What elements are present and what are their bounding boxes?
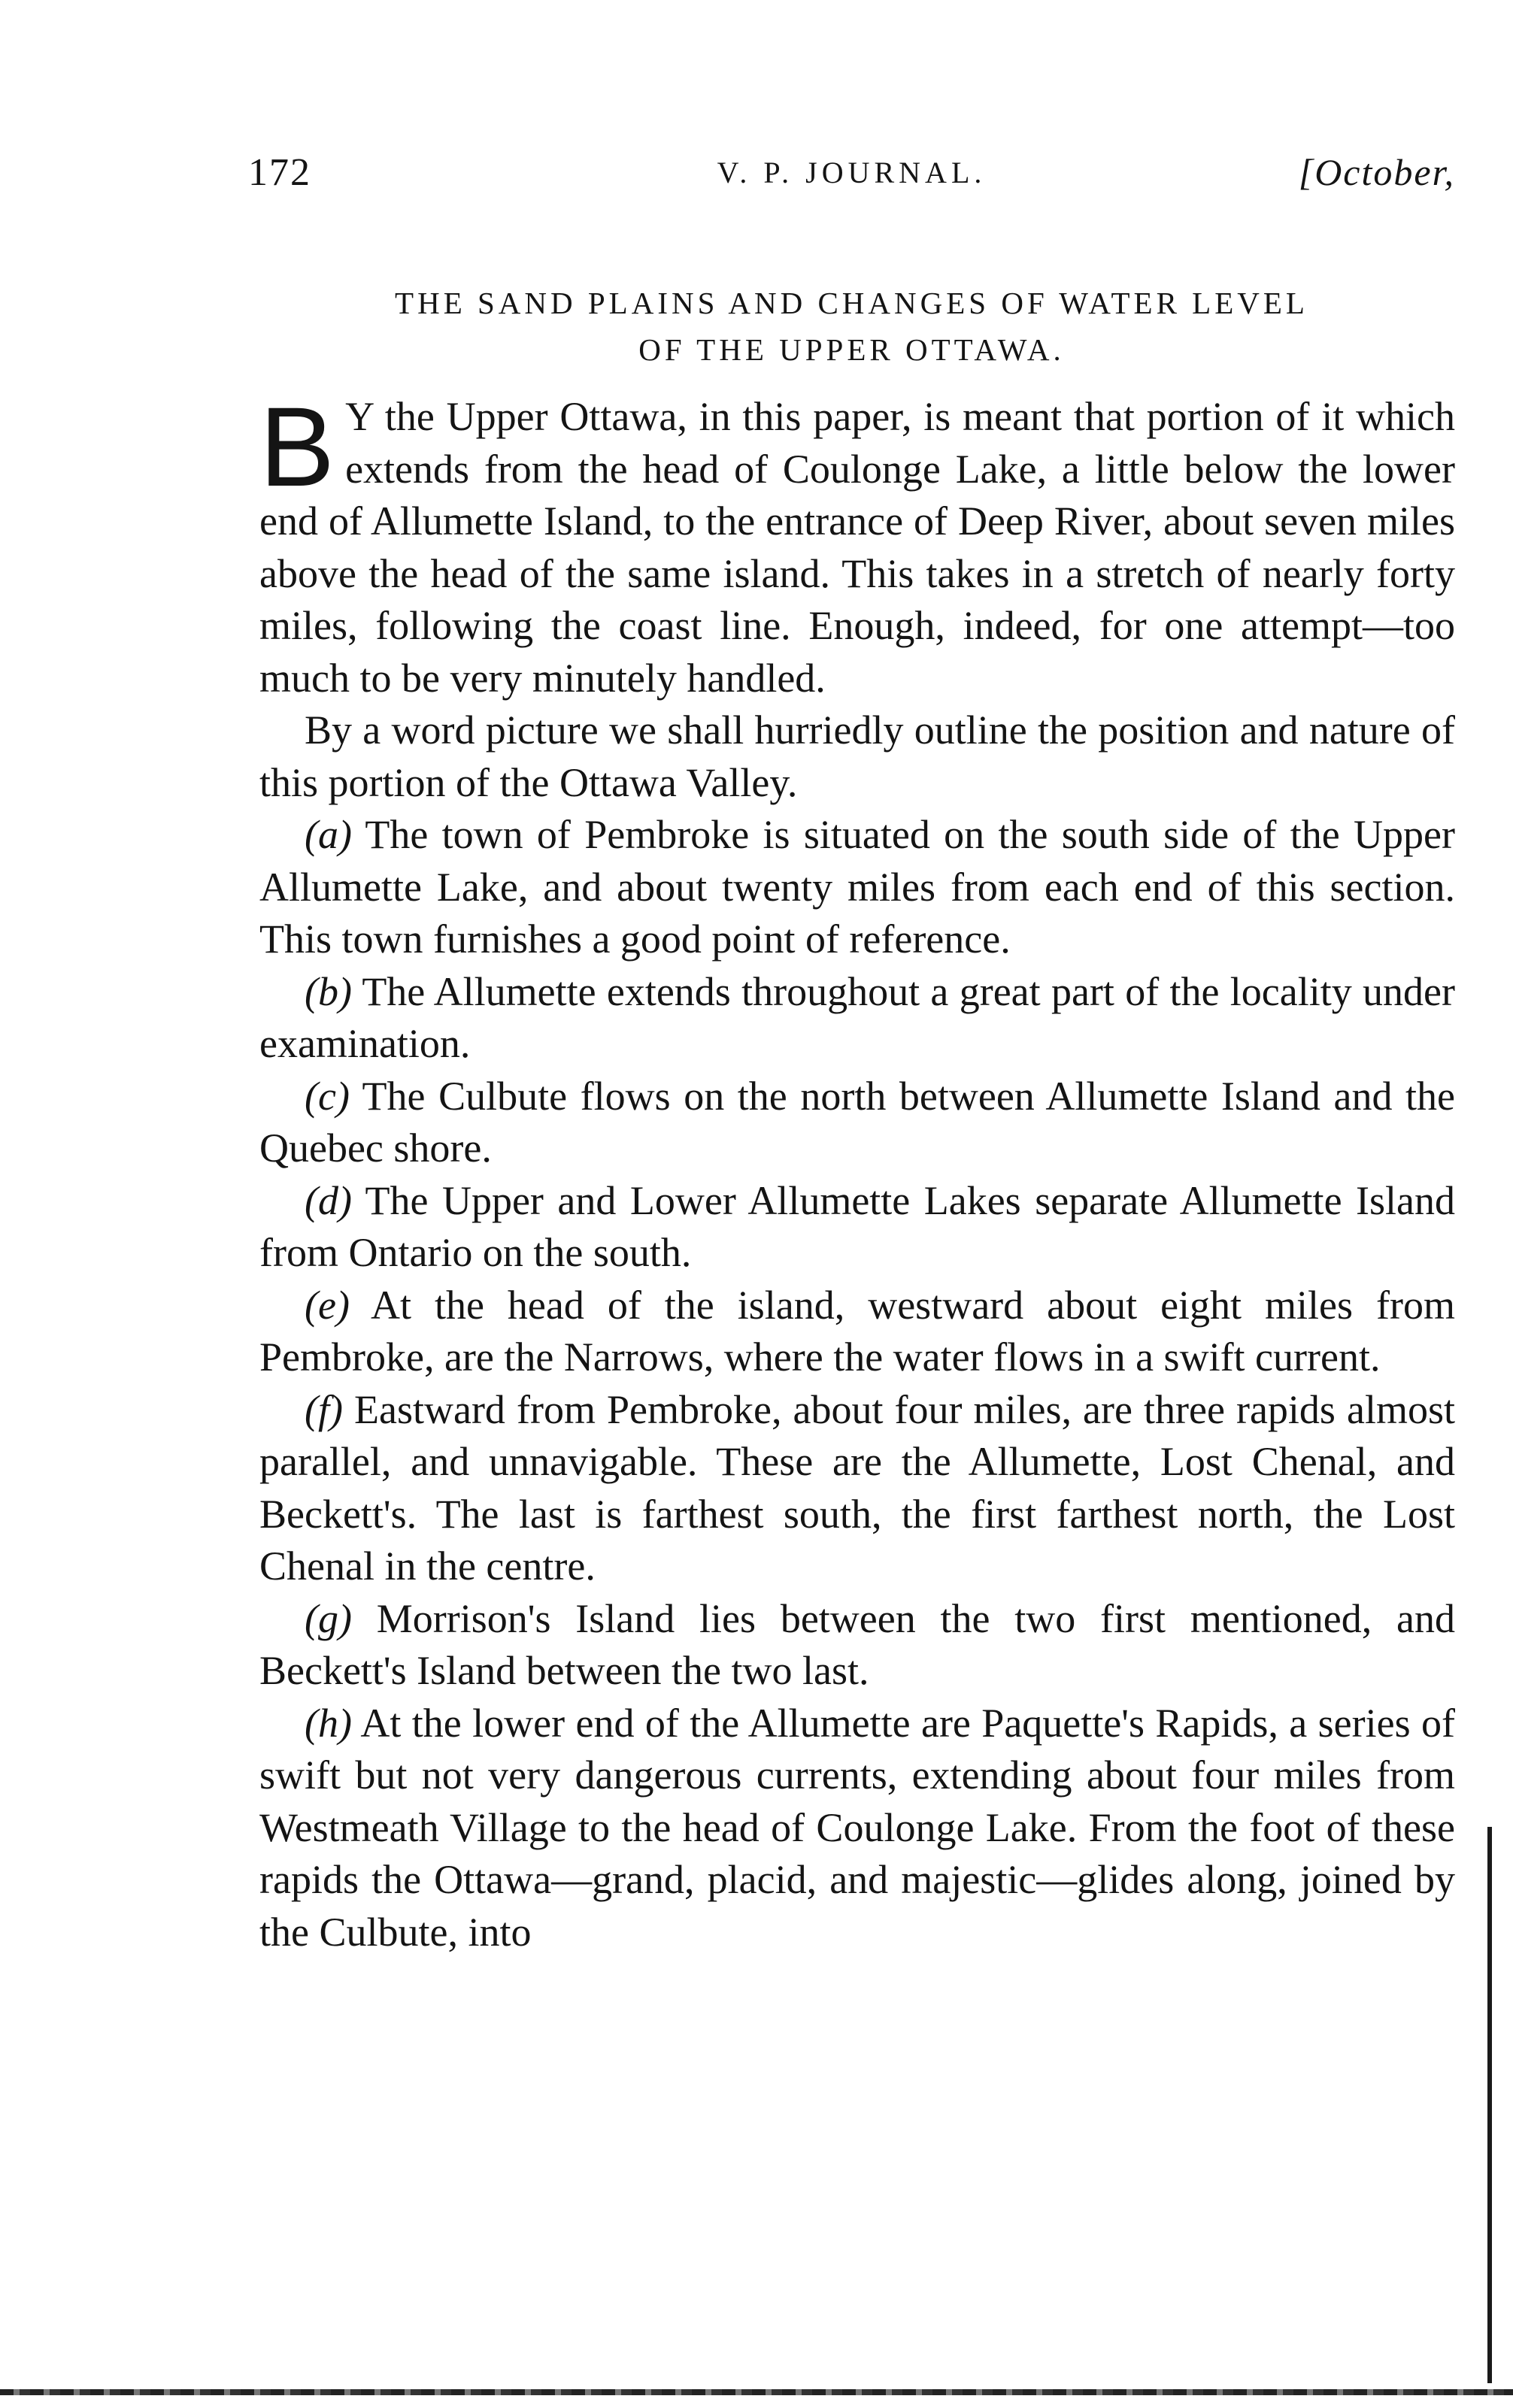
article-title-line-1: THE SAND PLAINS AND CHANGES OF WATER LEVEL [395,286,1308,320]
scan-bottom-edge [0,2389,1513,2395]
item-paragraph-f [259,1384,1455,1593]
drop-cap: B [259,383,335,510]
item-mark: (f) [305,1386,343,1432]
item-mark: (d) [305,1177,352,1223]
item-text: The Allumette extends throughout a great part of the locality under examination. [259,968,1455,1066]
item-paragraph-b [259,966,1455,1071]
journal-title: V. P. JOURNAL. [717,156,987,189]
item-text: The Culbute flows on the north between Allumette Island and the Quebec shore. [259,1073,1455,1171]
article-title [248,280,1455,373]
intro-text: Y the Upper Ottawa, in this paper, is meant that portion of it which extends from the head of Coulonge Lake, a little below the lower end of Allumette Island, to the entrance of Deep River, about seven miles above the head of the same island. This takes in a stretch of nearly forty miles, following the coast line. Enough, indeed, for one attempt—too much to be very minutely handled. [259,394,1455,701]
item-mark: (g) [305,1595,352,1641]
item-mark: (c) [305,1073,350,1119]
item-mark: (h) [305,1700,352,1746]
item-paragraph-g [259,1593,1455,1698]
item-text: At the lower end of the Allumette are Paquette's Rapids, a series of swift but not very dangerous currents, extending about four miles from Westmeath Village to the head of Coulonge Lake. From the foot of these rapids the Ottawa—grand, placid, and majestic—glides along, joined by the Culbute, into [259,1700,1455,1955]
article-title-line-2: OF THE UPPER OTTAWA. [638,332,1065,367]
item-text: The Upper and Lower Allumette Lakes separate Allumette Island from Ontario on the south. [259,1177,1455,1275]
item-paragraph-h [259,1698,1455,1959]
item-paragraph-e [259,1280,1455,1384]
item-text: Eastward from Pembroke, about four miles, are three rapids almost parallel, and unnavigable. These are the Allumette, Lost Chenal, and Beckett's. The last is farthest south, the first farthest north, the Lost Chenal in the centre. [259,1386,1455,1589]
item-paragraph-a [259,809,1455,966]
page-number: 172 [248,151,311,194]
running-head [248,150,1455,203]
overview-paragraph: By a word picture we shall hurriedly outline the position and nature of this portion of the Ottawa Valley. [259,707,1455,805]
item-paragraph-c [259,1071,1455,1175]
item-mark: (b) [305,968,352,1014]
item-mark: (a) [305,812,352,857]
item-text: The town of Pembroke is situated on the south side of the Upper Allumette Lake, and about twenty miles from each end of this section. This town furnishes a good point of reference. [259,812,1455,962]
running-head-month: [October, [1298,151,1455,193]
intro-paragraph [259,383,1455,704]
item-paragraph-d [259,1175,1455,1280]
item-mark: (e) [305,1282,350,1328]
binding-edge-rule [1487,1827,1492,2383]
item-text: At the head of the island, westward about eight miles from Pembroke, are the Narrows, where the water flows in a swift current. [259,1282,1455,1380]
article-body [259,383,1456,1958]
item-text: Morrison's Island lies between the two first mentioned, and Beckett's Island between the two last. [259,1595,1456,1693]
